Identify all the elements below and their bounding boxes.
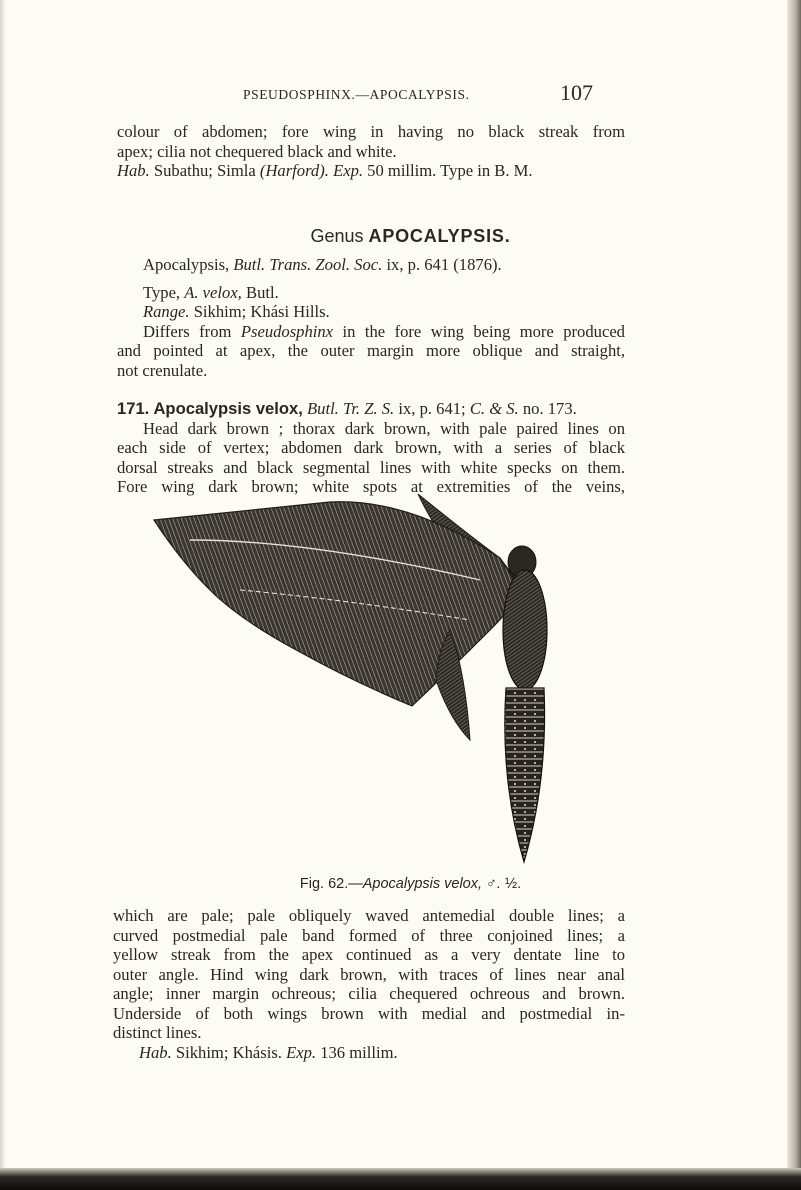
diagnosis-rest: in the fore wing being more produced	[342, 321, 625, 341]
page-edge-right	[787, 0, 801, 1190]
continuation-line: Underside of both wings brown with medial and postmedial in-	[113, 1003, 625, 1023]
range-label: Range.	[143, 302, 190, 321]
species-author: Butl.	[307, 399, 339, 418]
final-exp-label: Exp.	[286, 1042, 317, 1062]
final-hab-label: Hab.	[139, 1042, 172, 1062]
top-paragraph	[117, 122, 625, 181]
continuation-line: outer angle. Hind wing dark brown, with traces of lines near anal	[113, 964, 625, 984]
type-label: Type,	[143, 282, 181, 302]
diagnosis-line	[117, 322, 625, 342]
diagnosis-genus: Pseudosphinx	[240, 321, 334, 341]
genus-range	[117, 302, 625, 322]
running-head: PSEUDOSPHINX.—APOCALYPSIS.	[243, 87, 470, 102]
citation-ref: ix, p. 641 (1876).	[386, 255, 502, 274]
continuation-line: angle; inner margin ochreous; cilia chequered ochreous and brown.	[113, 984, 625, 1003]
paragraph-line: colour of abdomen; fore wing in having no black streak from	[117, 122, 625, 141]
diagnosis-line: and pointed at apex, the outer margin more oblique and straight,	[117, 341, 625, 360]
citation-author: Butl.	[233, 255, 266, 274]
final-exp-value: 136 millim.	[320, 1042, 398, 1062]
description-line: Head dark brown ; thorax dark brown, with pale paired lines on	[143, 418, 625, 438]
genus-heading	[0, 226, 801, 247]
continuation-block	[113, 906, 625, 1062]
habitat-line	[117, 161, 625, 181]
caption-sex: ♂.	[486, 876, 501, 892]
continuation-line: which are pale; pale obliquely waved antemedial double lines; a	[113, 906, 625, 925]
continuation-line: curved postmedial pale band formed of three conjoined lines; a	[113, 925, 625, 945]
scan-bottom-edge	[0, 1168, 801, 1190]
citation-journal: Trans. Zool. Soc.	[269, 255, 383, 274]
species-catalog: C. & S.	[469, 399, 519, 418]
description-line: dorsal streaks and black segmental lines with white specks on them.	[117, 457, 625, 477]
description-line: Fore wing dark brown; white spots at extremities of the veins,	[117, 477, 625, 496]
genus-type	[117, 283, 625, 303]
genus-citation	[117, 255, 625, 275]
final-habitat	[113, 1043, 625, 1063]
genus-block	[117, 255, 625, 380]
hab-collector: (Harford).	[259, 161, 329, 180]
genus-prefix: Genus	[310, 226, 364, 246]
page-edge-left	[0, 0, 6, 1190]
species-journal: Tr. Z. S.	[343, 399, 395, 418]
hab-label: Hab.	[117, 161, 150, 180]
caption-species: Apocalypsis velox,	[362, 876, 483, 892]
exp-value: 50 millim. Type in B. M.	[367, 161, 533, 180]
range-text: Sikhim; Khási Hills.	[193, 302, 330, 321]
caption-scale: ½.	[504, 876, 522, 892]
page-number: 107	[560, 80, 593, 105]
diagnosis-prefix: Differs from	[143, 321, 232, 341]
hab-text: Subathu; Simla	[153, 161, 256, 180]
diagnosis-line: not crenulate.	[117, 360, 208, 380]
moth-illustration	[150, 480, 610, 865]
continuation-line: yellow streak from the apex continued as a very dentate line to	[113, 945, 625, 964]
species-ref2: no. 173.	[522, 399, 577, 418]
continuation-line: distinct lines.	[113, 1023, 202, 1042]
species-heading	[117, 399, 625, 419]
figure-caption	[0, 876, 801, 892]
species-ref1: ix, p. 641;	[398, 399, 466, 418]
species-number: 171.	[117, 399, 150, 418]
page-header	[243, 80, 593, 110]
final-hab-text: Sikhim; Khásis.	[175, 1042, 282, 1062]
type-author: Butl.	[246, 282, 279, 302]
species-name: Apocalypsis velox,	[153, 399, 303, 418]
type-species: A. velox,	[184, 282, 242, 302]
caption-prefix: Fig. 62.—	[299, 876, 363, 892]
exp-label: Exp.	[333, 161, 364, 180]
citation-name: Apocalypsis,	[143, 255, 230, 274]
paragraph-line: apex; cilia not chequered black and white.	[117, 141, 397, 161]
description-line: each side of vertex; abdomen dark brown, with a series of black	[117, 438, 625, 457]
genus-name: APOCALYPSIS.	[368, 226, 511, 246]
